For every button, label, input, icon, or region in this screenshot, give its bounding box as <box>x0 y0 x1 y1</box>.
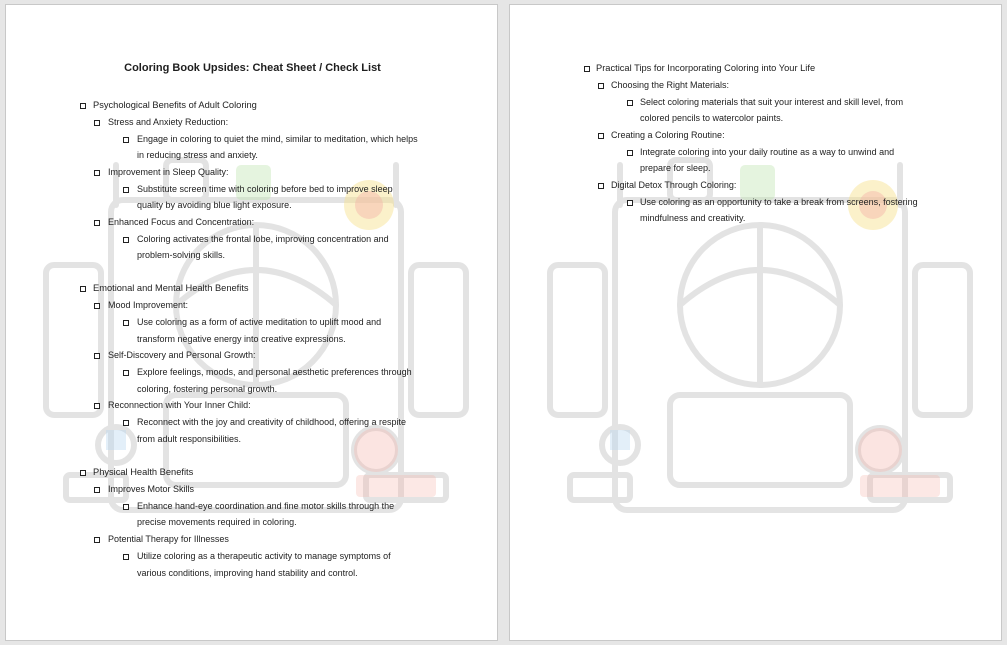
checkbox[interactable] <box>94 487 100 493</box>
checkbox[interactable] <box>584 66 590 72</box>
section-heading: Emotional and Mental Health Benefits <box>93 283 249 293</box>
list-item-detail: Enhance hand-eye coordination and fine motor skills through the <box>137 501 395 511</box>
list-item-detail: coloring, fostering personal growth. <box>137 384 278 394</box>
list-item-detail: Integrate coloring into your daily routine as a way to unwind and <box>640 147 895 157</box>
checkbox[interactable] <box>123 320 129 326</box>
checkbox[interactable] <box>598 133 604 139</box>
list-item-detail: quality by avoiding blue light exposure. <box>137 200 292 210</box>
list-item-detail: Coloring activates the frontal lobe, improving concentration and <box>137 234 389 244</box>
checkbox[interactable] <box>123 504 129 510</box>
checkbox[interactable] <box>627 200 633 206</box>
list-item: Enhanced Focus and Concentration: <box>108 217 255 227</box>
list-item: Self-Discovery and Personal Growth: <box>108 350 256 360</box>
checkbox[interactable] <box>94 403 100 409</box>
list-item: Creating a Coloring Routine: <box>611 130 725 140</box>
list-item-detail: precise movements required in coloring. <box>137 517 297 527</box>
checkbox[interactable] <box>598 183 604 189</box>
list-item-detail: Substitute screen time with coloring before bed to improve sleep <box>137 184 393 194</box>
checkbox[interactable] <box>627 150 633 156</box>
checkbox[interactable] <box>80 286 86 292</box>
checkbox[interactable] <box>94 537 100 543</box>
list-item: Mood Improvement: <box>108 300 189 310</box>
list-item: Improves Motor Skills <box>108 484 195 494</box>
list-item: Reconnection with Your Inner Child: <box>108 400 251 410</box>
list-item-detail: problem-solving skills. <box>137 250 226 260</box>
list-item: Stress and Anxiety Reduction: <box>108 117 229 127</box>
checkbox[interactable] <box>123 370 129 376</box>
list-item-detail: Utilize coloring as a therapeutic activity to manage symptoms of <box>137 551 391 561</box>
list-item-detail: from adult responsibilities. <box>137 434 242 444</box>
checkbox[interactable] <box>598 83 604 89</box>
checkbox[interactable] <box>123 554 129 560</box>
list-item-detail: Explore feelings, moods, and personal aesthetic preferences through <box>137 367 412 377</box>
checkbox[interactable] <box>80 470 86 476</box>
checkbox[interactable] <box>94 120 100 126</box>
list-item: Improvement in Sleep Quality: <box>108 167 229 177</box>
checkbox[interactable] <box>94 220 100 226</box>
checkbox[interactable] <box>94 353 100 359</box>
checkbox[interactable] <box>94 303 100 309</box>
list-item-detail: Use coloring as a form of active meditation to uplift mood and <box>137 317 382 327</box>
document-page-1 <box>5 4 498 641</box>
section-heading: Physical Health Benefits <box>93 467 194 477</box>
checkbox[interactable] <box>123 420 129 426</box>
checkbox[interactable] <box>123 187 129 193</box>
list-item-detail: Reconnect with the joy and creativity of childhood, offering a respite <box>137 417 406 427</box>
checkbox[interactable] <box>123 137 129 143</box>
list-item-detail: prepare for sleep. <box>640 163 711 173</box>
section-heading: Practical Tips for Incorporating Coloring into Your Life <box>596 63 816 73</box>
list-item-detail: colored pencils to watercolor paints. <box>640 113 784 123</box>
document-title: Coloring Book Upsides: Cheat Sheet / Check List <box>124 62 381 74</box>
list-item-detail: mindfulness and creativity. <box>640 213 746 223</box>
list-item: Choosing the Right Materials: <box>611 80 730 90</box>
list-item-detail: various conditions, improving hand stability and control. <box>137 568 358 578</box>
checkbox[interactable] <box>627 100 633 106</box>
section-heading: Psychological Benefits of Adult Coloring <box>93 100 257 110</box>
checkbox[interactable] <box>123 237 129 243</box>
list-item-detail: transform negative energy into creative expressions. <box>137 334 346 344</box>
list-item-detail: Use coloring as an opportunity to take a break from screens, fostering <box>640 197 918 207</box>
checkbox[interactable] <box>80 103 86 109</box>
list-item: Potential Therapy for Illnesses <box>108 534 229 544</box>
document-page-2 <box>509 4 1002 641</box>
list-item-detail: Select coloring materials that suit your interest and skill level, from <box>640 97 904 107</box>
list-item-detail: Engage in coloring to quiet the mind, similar to meditation, which helps <box>137 134 418 144</box>
checkbox[interactable] <box>94 170 100 176</box>
list-item-detail: in reducing stress and anxiety. <box>137 150 258 160</box>
list-item: Digital Detox Through Coloring: <box>611 180 737 190</box>
